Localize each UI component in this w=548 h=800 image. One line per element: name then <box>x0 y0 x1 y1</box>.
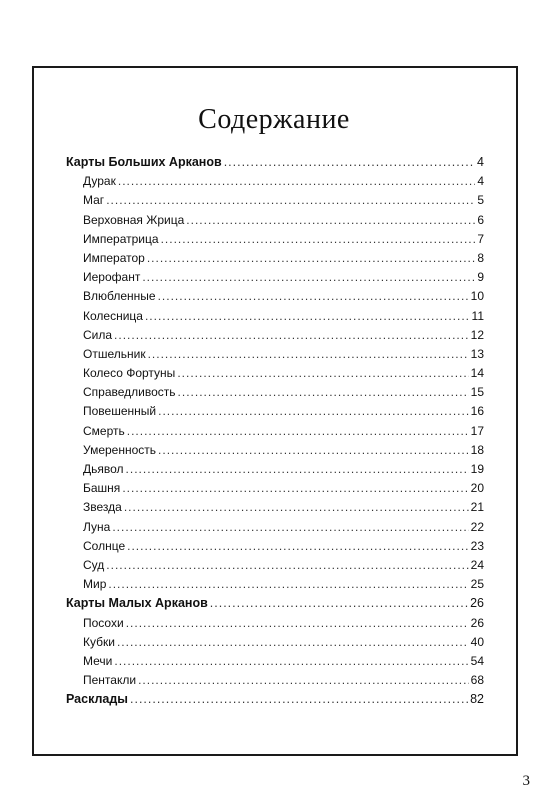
toc-dot-leader <box>148 345 469 364</box>
toc-entry-label: Луна <box>83 519 111 534</box>
toc-entry-page: 9 <box>477 270 484 285</box>
toc-dot-leader <box>118 172 475 191</box>
toc-entry-page: 82 <box>470 692 484 707</box>
toc-item-row <box>66 479 484 498</box>
toc-entry-page: 24 <box>470 557 484 572</box>
toc-dot-leader <box>124 498 469 517</box>
toc-entry-page: 6 <box>477 212 484 227</box>
toc-item-row <box>66 345 484 364</box>
toc-entry-label: Сила <box>83 327 113 342</box>
toc-dot-leader <box>114 326 469 345</box>
toc-dot-leader <box>210 594 468 613</box>
toc-entry-label: Верховная Жрица <box>83 212 185 227</box>
toc-item-row <box>66 460 484 479</box>
toc-item-row <box>66 652 484 671</box>
toc-item-row <box>66 575 484 594</box>
toc-entry-page: 4 <box>477 155 484 169</box>
toc-dot-leader <box>127 537 469 556</box>
toc-section-row <box>66 153 484 172</box>
toc-item-row <box>66 518 484 537</box>
toc-dot-leader <box>186 211 475 230</box>
toc-item-row <box>66 307 484 326</box>
toc-dot-leader <box>158 287 469 306</box>
toc-entry-page: 68 <box>470 673 484 688</box>
toc-dot-leader <box>108 575 468 594</box>
toc-entry-page: 20 <box>470 481 484 496</box>
toc-dot-leader <box>122 479 468 498</box>
toc-dot-leader <box>117 633 469 652</box>
toc-entry-page: 26 <box>470 596 484 611</box>
toc-dot-leader <box>114 652 468 671</box>
toc-dot-leader <box>138 671 469 690</box>
toc-item-row <box>66 498 484 517</box>
toc-item-row <box>66 441 484 460</box>
toc-dot-leader <box>177 364 468 383</box>
toc-section-row <box>66 690 484 709</box>
toc-dot-leader <box>126 614 469 633</box>
toc-dot-leader <box>112 518 468 537</box>
toc-dot-leader <box>127 422 469 441</box>
toc-dot-leader <box>145 307 470 326</box>
toc-entry-page: 5 <box>477 193 484 208</box>
toc-entry-label: Иерофант <box>83 270 141 285</box>
toc-entry-label: Суд <box>83 557 105 572</box>
toc-entry-label: Императрица <box>83 231 159 246</box>
toc-entry-page: 8 <box>477 250 484 265</box>
toc-item-row <box>66 326 484 345</box>
toc-item-row <box>66 537 484 556</box>
toc-dot-leader <box>130 690 468 709</box>
toc-entry-page: 4 <box>477 174 484 189</box>
toc-entry-label: Влюбленные <box>83 289 156 304</box>
toc-item-row <box>66 633 484 652</box>
toc-entry-label: Мечи <box>83 653 113 668</box>
toc-entry-label: Башня <box>83 481 121 496</box>
toc-entry-page: 14 <box>470 366 484 381</box>
toc-entry-page: 22 <box>470 519 484 534</box>
toc-entry-label: Расклады <box>66 692 128 707</box>
toc-dot-leader <box>224 153 475 172</box>
toc-entry-label: Дьявол <box>83 462 124 476</box>
toc-entry-page: 18 <box>470 442 484 457</box>
page-title: Содержание <box>198 104 350 135</box>
toc-entry-label: Звезда <box>83 500 122 515</box>
toc-entry-label: Карты Малых Арканов <box>66 596 208 611</box>
toc-item-row <box>66 268 484 287</box>
toc-entry-label: Справедливость <box>83 385 176 400</box>
toc-item-row <box>66 172 484 191</box>
toc-item-row <box>66 556 484 575</box>
toc-entry-label: Маг <box>83 193 105 208</box>
toc-entry-page: 54 <box>470 653 484 668</box>
toc-entry-label: Солнце <box>83 538 126 553</box>
toc-entry-label: Повешенный <box>83 404 157 419</box>
toc-entry-page: 13 <box>470 346 484 361</box>
toc-item-row <box>66 249 484 268</box>
toc-entry-label: Пентакли <box>83 673 137 688</box>
toc-entry-page: 7 <box>477 231 484 246</box>
toc-item-row <box>66 422 484 441</box>
toc-item-row <box>66 383 484 402</box>
toc-entry-label: Кубки <box>83 634 115 649</box>
toc-entry-page: 10 <box>470 289 484 304</box>
toc-item-row <box>66 230 484 249</box>
toc-item-row <box>66 364 484 383</box>
toc-dot-leader <box>178 383 469 402</box>
toc-entry-page: 26 <box>470 615 484 630</box>
toc-entry-page: 21 <box>470 500 484 515</box>
toc-entry-page: 40 <box>470 634 484 649</box>
toc-dot-leader <box>158 441 469 460</box>
toc-item-row <box>66 191 484 210</box>
toc-dot-leader <box>106 556 468 575</box>
toc-item-row <box>66 671 484 690</box>
toc-entry-page: 15 <box>470 385 484 400</box>
toc-entry-page: 23 <box>470 538 484 553</box>
toc-item-row <box>66 211 484 230</box>
toc-entry-label: Посохи <box>83 615 124 630</box>
table-of-contents <box>66 153 484 709</box>
toc-entry-page: 11 <box>471 308 484 323</box>
page-number: 3 <box>522 773 530 789</box>
toc-dot-leader <box>161 230 476 249</box>
toc-entry-label: Дурак <box>83 174 116 189</box>
toc-dot-leader <box>147 249 475 268</box>
toc-dot-leader <box>142 268 475 287</box>
toc-dot-leader <box>106 191 475 210</box>
toc-entry-label: Император <box>83 250 145 265</box>
toc-entry-label: Умеренность <box>83 442 157 457</box>
toc-entry-page: 19 <box>470 462 484 476</box>
toc-entry-page: 17 <box>470 423 484 438</box>
toc-entry-page: 25 <box>470 577 484 592</box>
toc-entry-label: Колесо Фортуны <box>83 366 176 381</box>
toc-entry-label: Смерть <box>83 423 125 438</box>
toc-entry-label: Мир <box>83 577 107 592</box>
toc-section-row <box>66 594 484 613</box>
toc-item-row <box>66 287 484 306</box>
toc-dot-leader <box>158 402 469 421</box>
toc-entry-page: 12 <box>470 327 484 342</box>
toc-entry-label: Карты Больших Арканов <box>66 155 222 169</box>
toc-dot-leader <box>126 460 469 479</box>
toc-item-row <box>66 402 484 421</box>
toc-entry-label: Колесница <box>83 308 143 323</box>
toc-entry-label: Отшельник <box>83 346 146 361</box>
toc-item-row <box>66 614 484 633</box>
toc-entry-page: 16 <box>470 404 484 419</box>
